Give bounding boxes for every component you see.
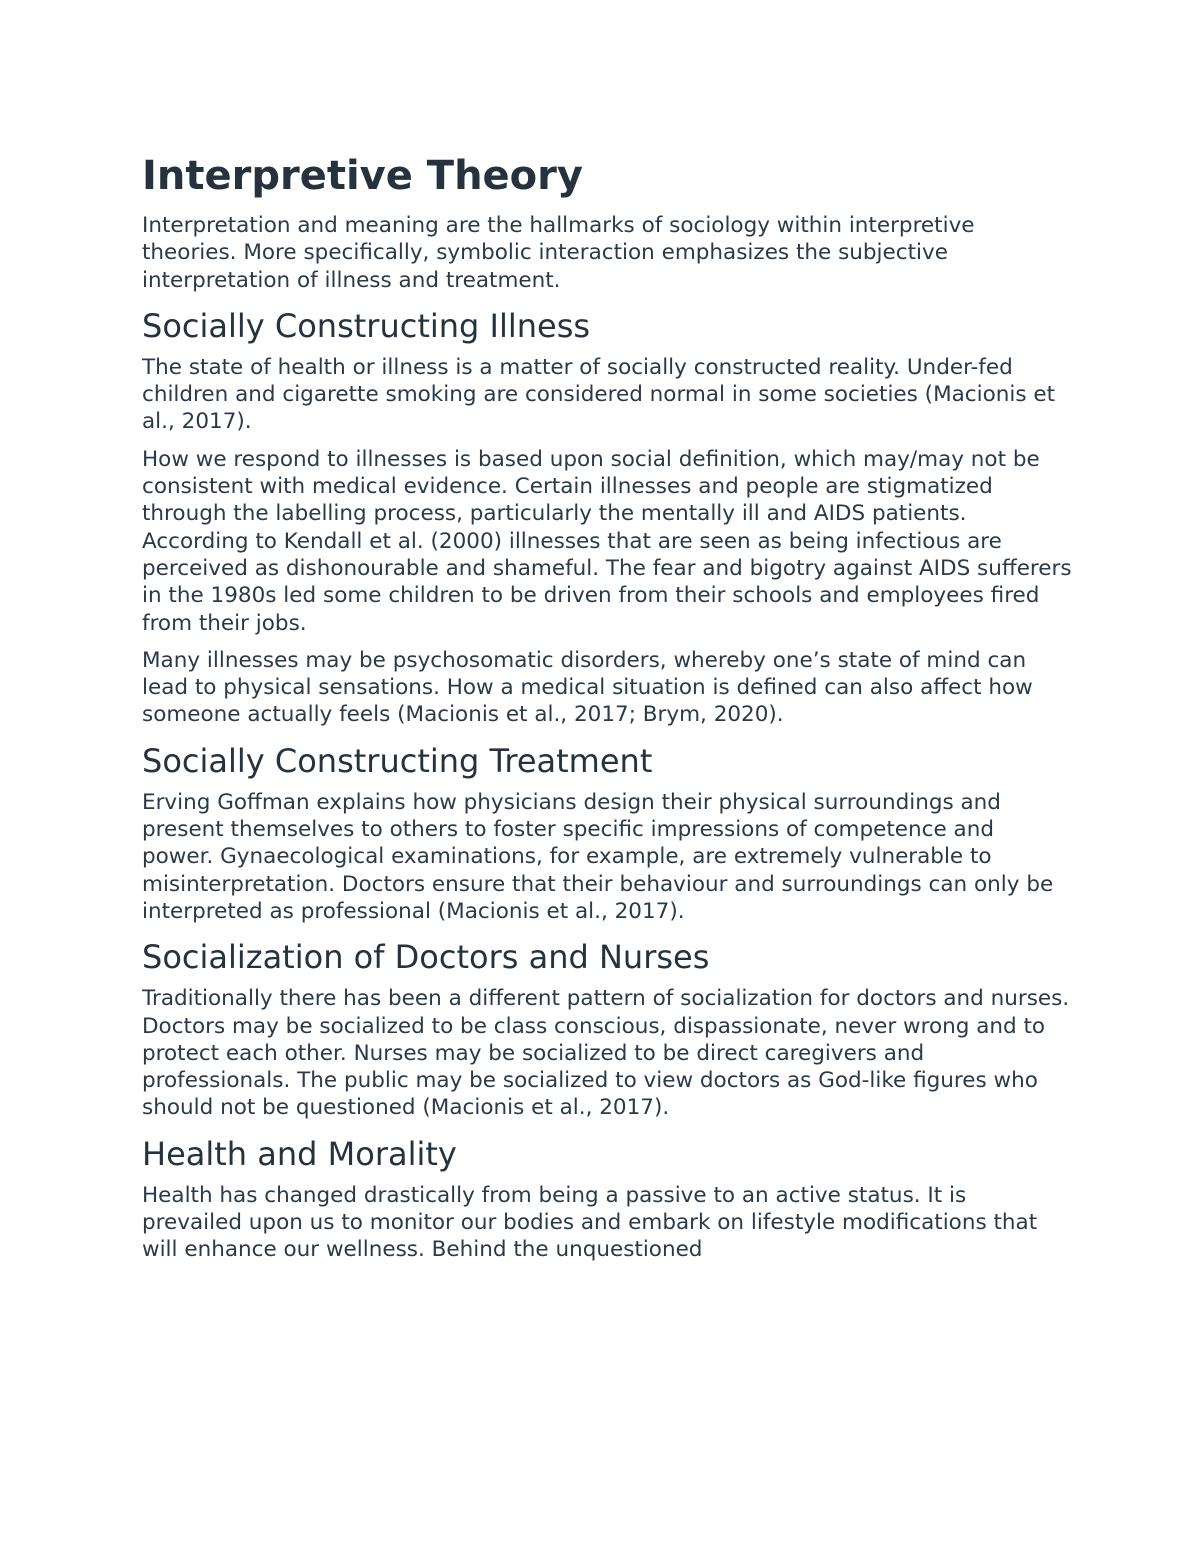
page-title: Interpretive Theory bbox=[142, 153, 583, 199]
section-socially-constructing-treatment bbox=[142, 739, 1072, 925]
body-paragraph: How we respond to illnesses is based upon social definition, which may/may not be consistent with medical evidence. Certain illnesses and people are stigmatized through the labelling process, particularly the mentally ill and AIDS patients. According to Kendall et al. (2000) illnesses that are seen as being infectious are perceived as dishonourable and shameful. The fear and bigotry against AIDS sufferers in the 1980s led some children to be driven from their schools and employees fired from their jobs. bbox=[142, 446, 1072, 636]
body-paragraph: Many illnesses may be psychosomatic disorders, whereby one’s state of mind can lead to physical sensations. How a medical situation is defined can also affect how someone actually feels (Macionis et al., 2017; Brym, 2020). bbox=[142, 647, 1033, 728]
section-heading: Socially Constructing Treatment bbox=[142, 741, 653, 780]
section-socially-constructing-illness bbox=[142, 304, 1072, 729]
section-socialization-of-doctors-and-nurses bbox=[142, 935, 1072, 1121]
body-paragraph: Erving Goffman explains how physicians design their physical surroundings and present themselves to others to foster specific impressions of competence and power. Gynaecological examinations, for example, are extremely vulnerable to misinterpretation. Doctors ensure that their behaviour and surroundings can only be interpreted as professional (Macionis et al., 2017). bbox=[142, 789, 1054, 924]
body-paragraph: Traditionally there has been a different pattern of socialization for doctors and nurses. Doctors may be socialized to be class conscious, dispassionate, never wrong and to protect each other. Nurses may be socialized to be direct caregivers and professionals. The public may be socialized to view doctors as God-like figures who should not be questioned (Macionis et al., 2017). bbox=[142, 986, 1070, 1121]
section-heading: Health and Morality bbox=[142, 1134, 457, 1173]
section-health-and-morality bbox=[142, 1132, 1072, 1264]
body-paragraph: The state of health or illness is a matter of socially constructed reality. Under-fed children and cigarette smoking are considered normal in some societies (Macionis et al., 2017). bbox=[142, 354, 1056, 435]
section-heading: Socially Constructing Illness bbox=[142, 306, 591, 345]
body-paragraph: Health has changed drastically from being a passive to an active status. It is prevailed upon us to monitor our bodies and embark on lifestyle modifications that will enhance our wellness. Behind the unquestioned bbox=[142, 1182, 1038, 1263]
intro-paragraph: Interpretation and meaning are the hallmarks of sociology within interpretive theories. More specifically, symbolic interaction emphasizes the subjective interpretation of illness and treatment. bbox=[142, 213, 975, 293]
section-heading: Socialization of Doctors and Nurses bbox=[142, 938, 710, 977]
document-page bbox=[142, 148, 1072, 1274]
